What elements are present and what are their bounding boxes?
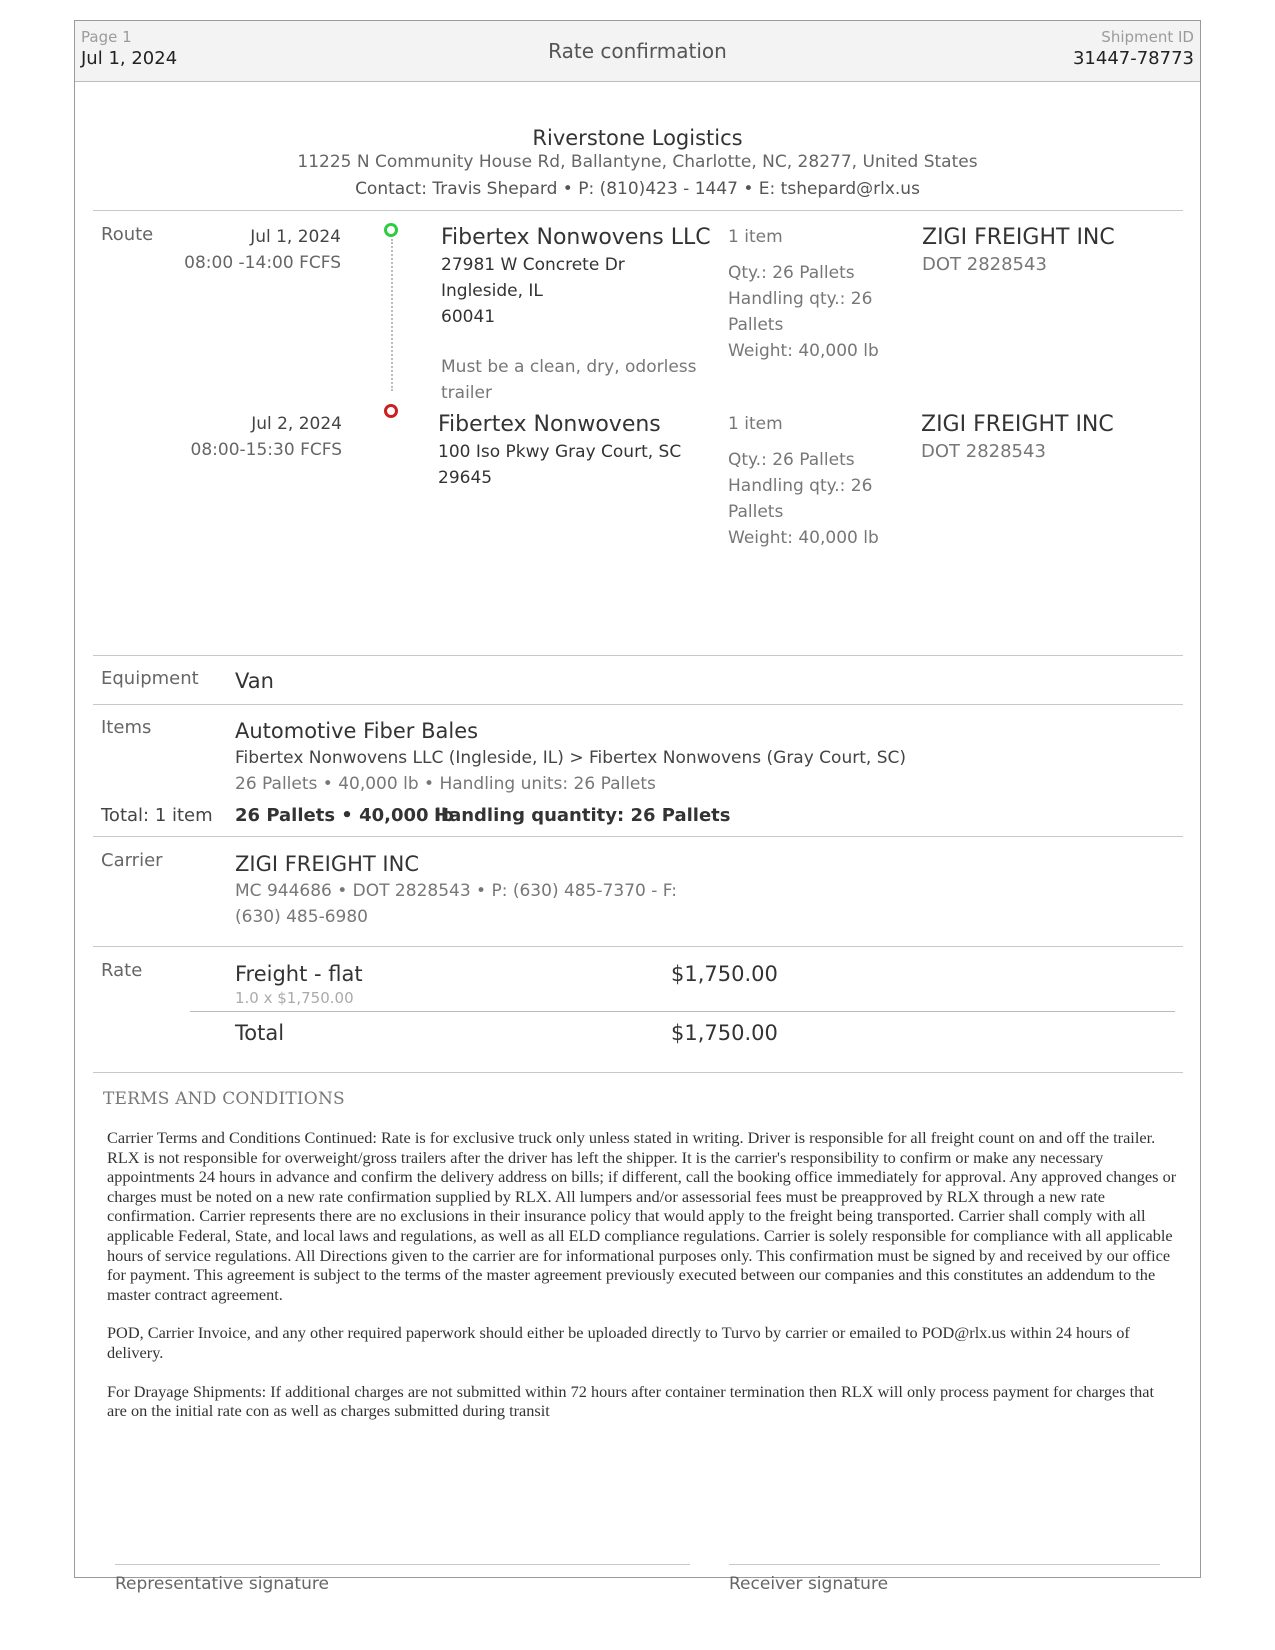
route-stop-1-schedule [151,224,341,276]
carrier-name: ZIGI FREIGHT INC [235,852,419,876]
representative-signature-label: Representative signature [115,1574,329,1594]
route-stop-1-items [728,224,918,364]
header-right [1073,28,1194,72]
stop-name: Fibertex Nonwovens [438,412,661,437]
stop-note-line1: Must be a clean, dry, odorless [441,357,697,377]
stop-handling-line2: Pallets [728,315,784,335]
stop-time: 08:00 -14:00 FCFS [184,253,341,273]
equipment-value: Van [235,669,274,693]
divider [93,1072,1183,1073]
stop-handling-line1: Handling qty.: 26 [728,476,873,496]
item-details: 26 Pallets • 40,000 lb • Handling units: 26 Pallets [235,774,656,794]
item-route: Fibertex Nonwovens LLC (Ingleside, IL) > Fibertex Nonwovens (Gray Court, SC) [235,748,906,768]
receiver-signature-line [729,1564,1160,1565]
stop-weight: Weight: 40,000 lb [728,528,879,548]
delivery-marker-icon [384,404,398,418]
item-name: Automotive Fiber Bales [235,719,479,743]
company-contact: Contact: Travis Shepard • P: (810)423 - 1447 • E: tshepard@rlx.us [355,179,920,199]
stop-weight: Weight: 40,000 lb [728,341,879,361]
company-name: Riverstone Logistics [532,126,743,150]
carrier-info-line2: (630) 485-6980 [235,907,368,927]
stop-items-count: 1 item [728,227,783,247]
route-stop-2-location [438,411,708,491]
pickup-marker-icon [384,223,398,237]
carrier-detail [235,850,735,930]
terms-paragraph: For Drayage Shipments: If additional charges are not submitted within 72 hours after container termination then RLX will only process payment for charges that are on the initial rate con as well as charges submitted during transit [107,1381,1155,1421]
route-connector [391,239,393,391]
route-stop-1-carrier [922,224,1162,278]
items-detail [235,717,1135,797]
stop-items-count: 1 item [728,414,783,434]
stop-carrier-name: ZIGI FREIGHT INC [922,225,1115,250]
stop-date: Jul 1, 2024 [250,227,341,247]
rate-line-name: Freight - flat [235,962,363,986]
route-label: Route [101,224,154,245]
route-stop-2-schedule [152,411,342,463]
rate-line-amount: $1,750.00 [671,962,778,986]
rate-total-amount: $1,750.00 [671,1021,778,1045]
items-label: Items [101,717,152,738]
divider [93,704,1183,705]
stop-handling-line2: Pallets [728,502,784,522]
divider [93,836,1183,837]
carrier-info-line1: MC 944686 • DOT 2828543 • P: (630) 485-7370 - F: [235,881,677,901]
carrier-label: Carrier [101,850,163,871]
rate-line-detail: 1.0 x $1,750.00 [235,989,354,1007]
equipment-label: Equipment [101,668,199,689]
stop-qty: Qty.: 26 Pallets [728,450,855,470]
stop-time: 08:00-15:30 FCFS [190,440,342,460]
items-total-handling: Handling quantity: 26 Pallets [434,805,731,826]
stop-note-line2: trailer [441,383,492,403]
divider [93,210,1183,211]
items-total-label: Total: 1 item [101,805,213,826]
stop-address-line2: 29645 [438,468,493,488]
stop-address-line1: 100 Iso Pkwy Gray Court, SC [438,442,682,462]
terms-paragraph: POD, Carrier Invoice, and any other required paperwork should either be uploaded directly to Turvo by carrier or emailed to POD@rlx.us within 24 hours of delivery. [107,1323,1130,1362]
document-title: Rate confirmation [548,39,727,63]
stop-name: Fibertex Nonwovens LLC [441,225,711,250]
stop-address-line2: 60041 [441,307,496,327]
stop-date: Jul 2, 2024 [251,414,342,434]
rate-confirmation-page [74,20,1201,1594]
stop-carrier-dot: DOT 2828543 [922,254,1047,275]
terms-body [107,1128,1177,1440]
rate-label: Rate [101,960,143,981]
document-date: Jul 1, 2024 [81,48,178,69]
divider [93,655,1183,656]
shipment-id-label: Shipment ID [1101,28,1194,46]
page-number: Page 1 [81,28,132,46]
receiver-signature-label: Receiver signature [729,1574,889,1594]
page-header [75,21,1200,82]
company-address: 11225 N Community House Rd, Ballantyne, Charlotte, NC, 28277, United States [297,152,978,172]
rate-total-label: Total [235,1021,285,1045]
shipment-id: 31447-78773 [1072,48,1194,69]
stop-address-line1: 27981 W Concrete Dr Ingleside, IL [441,255,625,301]
terms-title: TERMS AND CONDITIONS [103,1089,345,1109]
stop-handling-line1: Handling qty.: 26 [728,289,873,309]
items-total-qty: 26 Pallets • 40,000 lb [235,805,454,826]
representative-signature-line [115,1564,690,1565]
route-stop-2-items [728,411,918,551]
rate-divider [190,1011,1175,1012]
divider [93,946,1183,947]
stop-carrier-dot: DOT 2828543 [921,441,1046,462]
route-stop-2-carrier [921,411,1161,465]
stop-qty: Qty.: 26 Pallets [728,263,855,283]
company-block [75,125,1200,201]
route-stop-1-location [441,224,711,406]
stop-carrier-name: ZIGI FREIGHT INC [921,412,1114,437]
terms-paragraph: Carrier Terms and Conditions Continued: Rate is for exclusive truck only unless stated in writing. Driver is responsible for all freight count on and off the trailer. RLX is not responsible for overweight/gross trailers after the driver has left the shipper. It is the carrier's responsibility to confirm or make any necessary appointments 24 hours in advance and confirm the delivery address on bills; if different, call the booking office immediately for approval. Any approved changes or charges must be noted on a new rate confirmation supplied by RLX. All lumpers and/or assessorial fees must be preapproved by RLX through a new rate confirmation. Carrier represents there are no exclusions in their insurance policy that would apply to the freight being transported. Carrier shall comply with all applicable Federal, State, and local laws and regulations, as well as all ELD compliance regulations. Carrier is solely responsible for compliance with all applicable hours of service regulations. All Directions given to the carrier are for informational purposes only. This confirmation must be signed by and received by our office for payment. This agreement is subject to the terms of the master agreement previously executed between our companies and this constitutes an addendum to the master contract agreement. [107,1128,1177,1304]
